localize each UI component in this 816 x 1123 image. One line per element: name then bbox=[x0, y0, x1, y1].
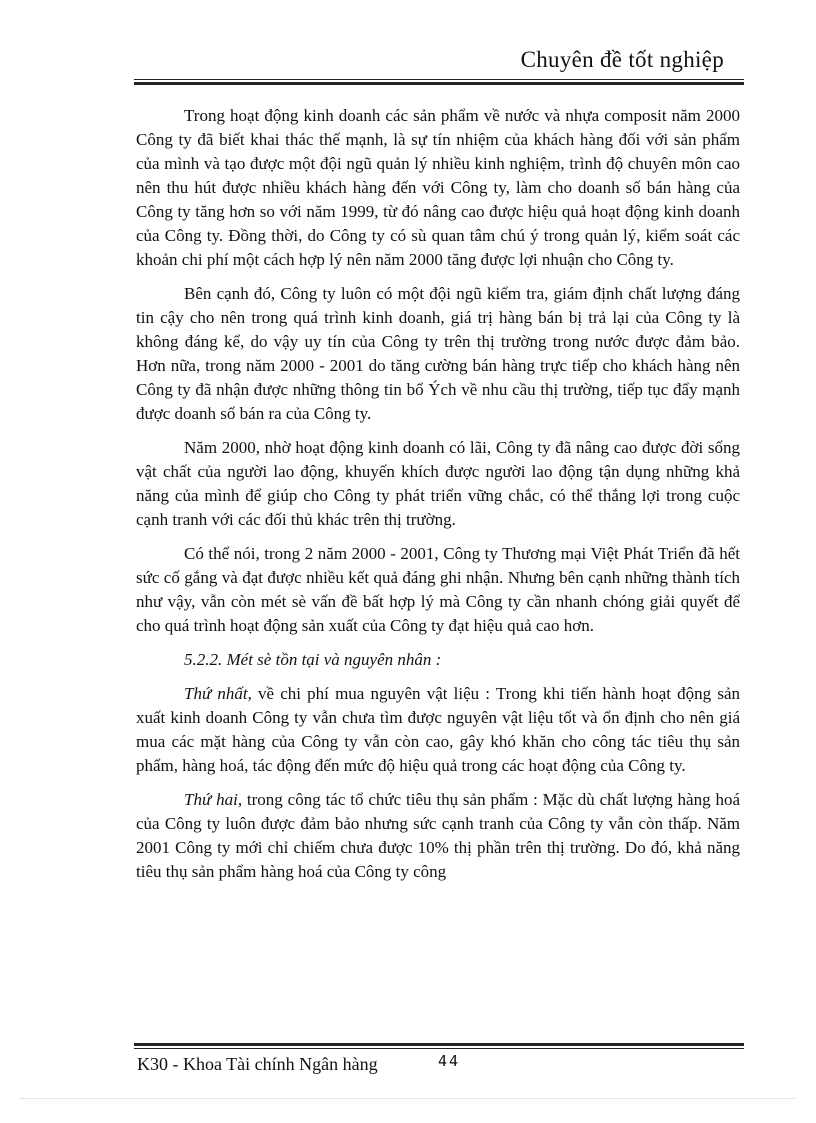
paragraph-6 bbox=[136, 788, 740, 884]
header-divider-thin bbox=[134, 79, 744, 80]
page-header-title: Chuyên đề tốt nghiệp bbox=[520, 47, 724, 72]
document-body bbox=[136, 104, 740, 894]
paragraph-2: Bên cạnh đó, Công ty luôn có một đội ngũ kiểm tra, giám định chất lượng đáng tin cậy cho nên trong quá trình kinh doanh, giá trị hàng bán bị trả lại của Công ty là không đáng kể, do vậy uy tín của Công ty trên thị trường trong nước được đảm bảo. Hơn nữa, trong năm 2000 - 2001 do tăng cường bán hàng trực tiếp cho khách hàng nên Công ty đã nhận được những thông tin bổ Ých về nhu cầu thị trường, tiếp tục đẩy mạnh được doanh số bán ra của Công ty. bbox=[136, 284, 740, 423]
footer-label: K30 - Khoa Tài chính Ngân hàng bbox=[137, 1054, 378, 1074]
section-subheading: 5.2.2. Mét sè tồn tại và nguyên nhân : bbox=[184, 650, 442, 669]
paragraph-1: Trong hoạt động kinh doanh các sản phẩm về nước và nhựa composit năm 2000 Công ty đã biết khai thác thế mạnh, là sự tín nhiệm của khách hàng đối với sản phẩm của mình và tạo được một đội ngũ quản lý nhiều kinh nghiệm, trình độ chuyên môn cao nên thu hút được nhiều khách hàng đến với Công ty, làm cho doanh số bán hàng của Công ty tăng hơn so với năm 1999, từ đó nâng cao được hiệu quả hoạt động kinh doanh của Công ty. Đồng thời, do Công ty có sù quan tâm chú ý trong quản lý, kiểm soát các khoản chi phí một cách hợp lý nên năm 2000 tăng được lợi nhuận cho Công ty. bbox=[136, 106, 740, 269]
page-bottom-dotted-line bbox=[20, 1098, 796, 1099]
header-divider-thick bbox=[134, 82, 744, 85]
paragraph-6-lead: Thứ hai bbox=[184, 790, 238, 809]
paragraph-6-text: , trong công tác tổ chức tiêu thụ sản phẩm : Mặc dù chất lượng hàng hoá của Công ty luôn được đảm bảo nhưng sức cạnh tranh của Công ty vẫn còn thấp. Năm 2001 Công ty mới chỉ chiếm chưa được 10% thị phần trên thị trường. Do đó, khả năng tiêu thụ sản phẩm hàng hoá của Công ty công bbox=[136, 790, 740, 881]
footer-divider-thin bbox=[134, 1048, 744, 1049]
paragraph-5-lead: Thứ nhất bbox=[184, 684, 248, 703]
paragraph-5 bbox=[136, 682, 740, 778]
paragraph-4: Có thể nói, trong 2 năm 2000 - 2001, Công ty Thương mại Việt Phát Triển đã hết sức cố gắng và đạt được nhiều kết quả đáng ghi nhận. Nhưng bên cạnh những thành tích như vậy, vẫn còn mét sè vấn đề bất hợp lý mà Công ty cần nhanh chóng giải quyết để cho quá trình hoạt động sản xuất của Công ty đạt hiệu quả cao hơn. bbox=[136, 544, 740, 635]
paragraph-5-text: , về chi phí mua nguyên vật liệu : Trong khi tiến hành hoạt động sản xuất kinh doanh Công ty vẫn chưa tìm được nguyên vật liệu tốt và ổn định cho nên giá mua các mặt hàng của Công ty vẫn còn cao, gây khó khăn cho công tác tiêu thụ sản phẩm, hàng hoá, tác động đến mức độ hiệu quả trong các hoạt động của Công ty. bbox=[136, 684, 741, 775]
paragraph-3: Năm 2000, nhờ hoạt động kinh doanh có lãi, Công ty đã nâng cao được đời sống vật chất của người lao động, khuyến khích được người lao động tận dụng những khả năng của mình để giúp cho Công ty phát triển vững chắc, có thể thắng lợi trong cuộc cạnh tranh với các đối thủ khác trên thị trường. bbox=[136, 438, 740, 529]
footer-divider-thick bbox=[134, 1043, 744, 1046]
page-number: 44 bbox=[438, 1052, 461, 1070]
